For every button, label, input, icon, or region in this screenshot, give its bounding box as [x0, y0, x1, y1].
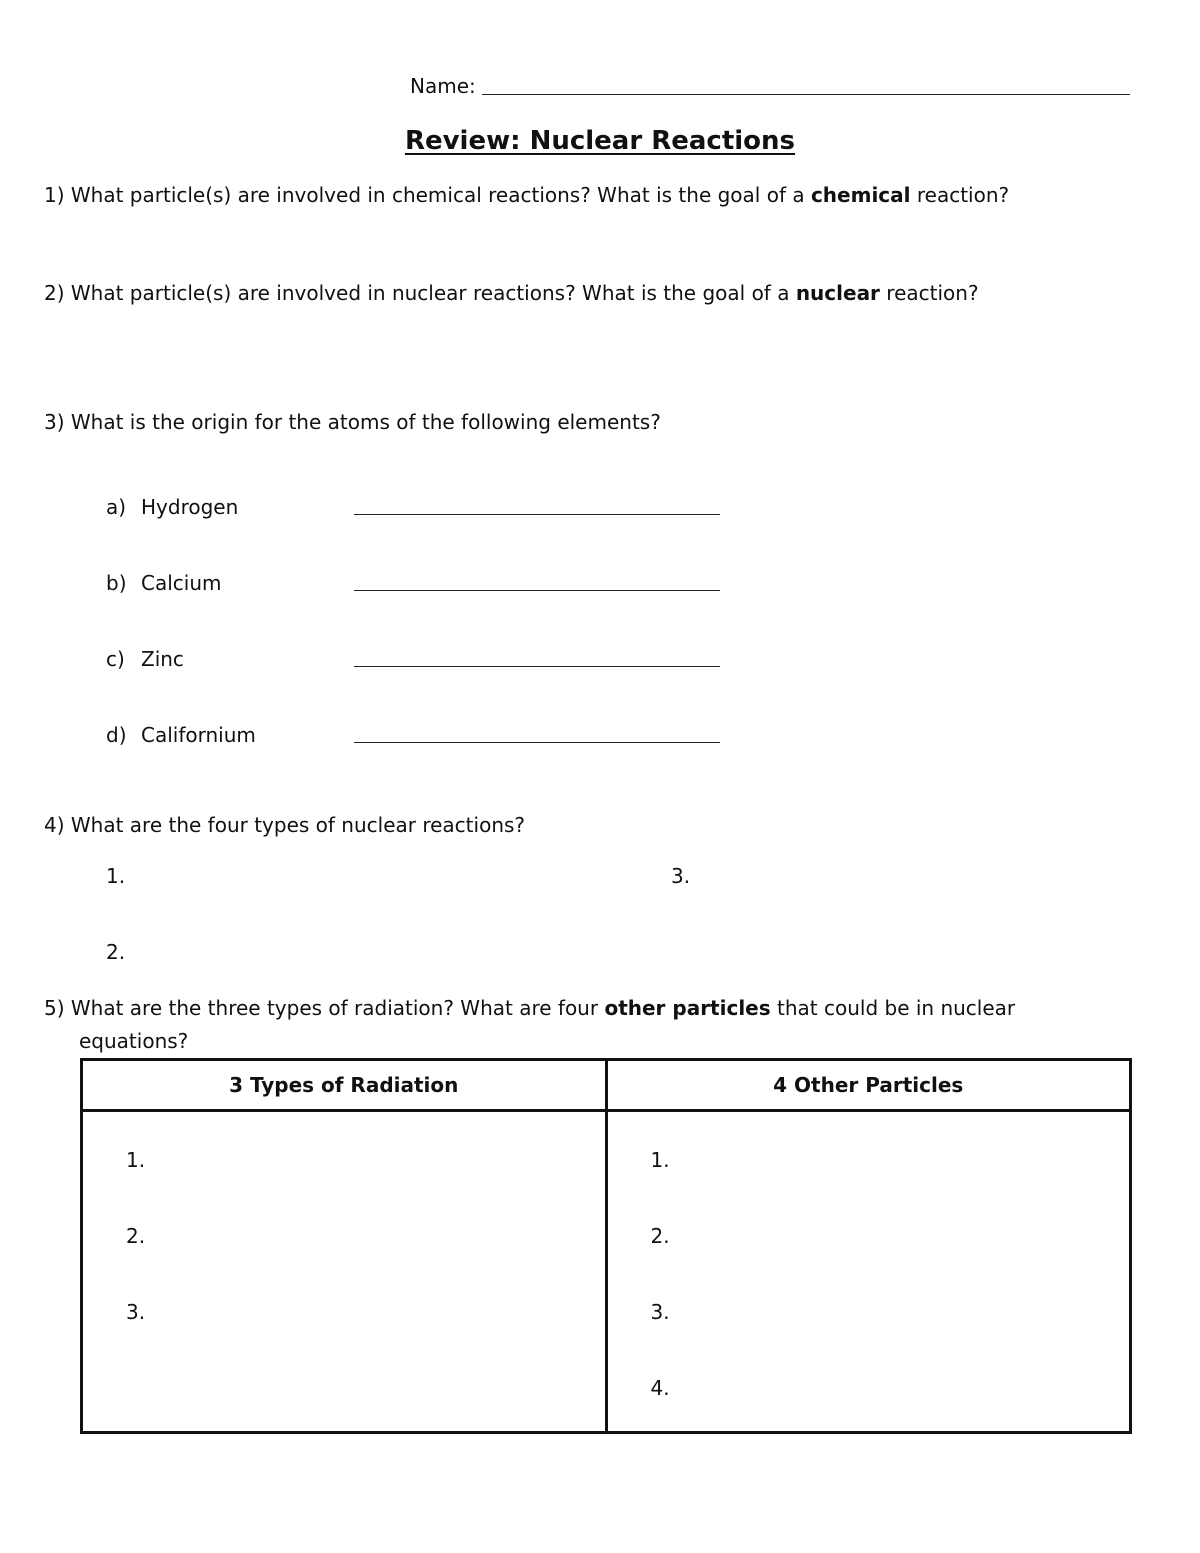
question-2-number: 2) [44, 281, 65, 305]
question-4: 4) What are the four types of nuclear reactions? [44, 813, 526, 837]
question-2-text-end: reaction? [879, 281, 979, 305]
name-field[interactable] [482, 94, 1130, 95]
particles-column[interactable] [606, 1111, 1131, 1433]
answer-table [80, 1058, 1132, 1434]
table-header-radiation: 3 Types of Radiation [82, 1060, 607, 1111]
question-2-bold: nuclear [795, 281, 880, 305]
radiation-item-3: 3. [126, 1300, 146, 1324]
name-label: Name: [410, 74, 476, 98]
reaction-item-2: 2. [106, 940, 126, 964]
question-3: 3) What is the origin for the atoms of the following elements? [44, 410, 661, 434]
element-letter-b: b) [106, 571, 127, 595]
element-letter-a: a) [106, 495, 127, 519]
question-1 [44, 183, 1009, 207]
particle-item-1: 1. [650, 1148, 670, 1172]
reaction-item-3: 3. [671, 864, 691, 888]
particle-item-4: 4. [650, 1376, 670, 1400]
radiation-column[interactable] [82, 1111, 607, 1433]
question-1-number: 1) [44, 183, 65, 207]
answer-line-calcium[interactable] [354, 590, 720, 591]
radiation-item-2: 2. [126, 1224, 146, 1248]
question-5-line-2: equations? [79, 1029, 189, 1053]
answer-line-zinc[interactable] [354, 666, 720, 667]
answer-line-californium[interactable] [354, 742, 720, 743]
element-label-hydrogen: Hydrogen [141, 495, 239, 519]
question-1-text-start: What particle(s) are involved in chemical reactions? What is the goal of a [70, 183, 811, 207]
question-1-text-end: reaction? [910, 183, 1010, 207]
element-letter-c: c) [106, 647, 125, 671]
radiation-item-1: 1. [126, 1148, 146, 1172]
reaction-item-1: 1. [106, 864, 126, 888]
particle-item-3: 3. [650, 1300, 670, 1324]
question-5-text-start: 5) What are the three types of radiation? What are four [44, 996, 605, 1020]
question-5-bold: other particles [604, 996, 771, 1020]
question-5-text-end: that could be in nuclear [770, 996, 1016, 1020]
question-2-text-start: What particle(s) are involved in nuclear reactions? What is the goal of a [70, 281, 796, 305]
question-2 [44, 281, 979, 305]
particle-item-2: 2. [650, 1224, 670, 1248]
question-5 [44, 996, 1015, 1020]
table-header-particles: 4 Other Particles [606, 1060, 1131, 1111]
element-letter-d: d) [106, 723, 127, 747]
answer-line-hydrogen[interactable] [354, 514, 720, 515]
element-label-calcium: Calcium [141, 571, 222, 595]
page-title: Review: Nuclear Reactions [404, 126, 796, 156]
element-label-californium: Californium [141, 723, 256, 747]
question-1-bold: chemical [810, 183, 911, 207]
element-label-zinc: Zinc [141, 647, 184, 671]
